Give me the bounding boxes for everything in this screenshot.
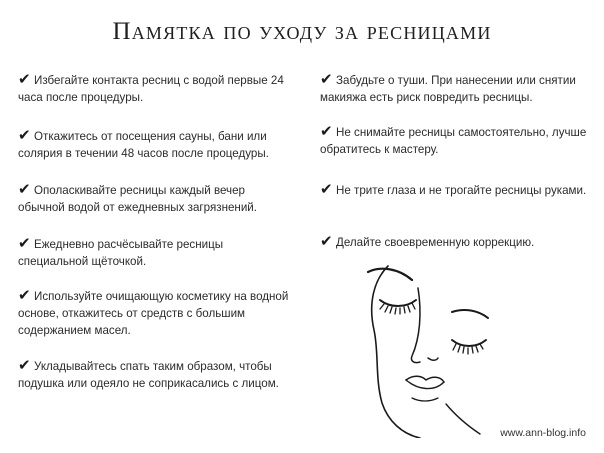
item-text: Делайте своевременную коррекцию. <box>336 236 535 249</box>
item-text: Ежедневно расчёсывайте ресницы специальной щёточкой. <box>18 238 224 268</box>
list-item <box>320 72 590 106</box>
list-item <box>18 358 293 392</box>
item-text: Избегайте контакта ресниц с водой первые 24 часа после процедуры. <box>18 74 284 104</box>
checkmark-icon: ✔ <box>18 181 31 198</box>
list-item <box>18 128 293 162</box>
item-text: Укладывайтесь спать таким образом, чтобы подушка или одеяло не соприкасались с лицом. <box>18 360 279 390</box>
checkmark-icon: ✔ <box>320 71 333 88</box>
checkmark-icon: ✔ <box>18 357 31 374</box>
list-item <box>18 288 293 339</box>
checkmark-icon: ✔ <box>18 71 31 88</box>
item-text: Не снимайте ресницы самостоятельно, лучше обратитесь к мастеру. <box>320 126 587 156</box>
list-item <box>18 72 293 106</box>
list-item <box>320 182 590 199</box>
checkmark-icon: ✔ <box>18 287 31 304</box>
checkmark-icon: ✔ <box>320 181 333 198</box>
website-url: www.ann-blog.info <box>500 427 586 439</box>
checkmark-icon: ✔ <box>320 123 333 140</box>
item-text: Забудьте о туши. При нанесении или снятии макияжа есть риск повредить ресницы. <box>320 74 576 104</box>
checkmark-icon: ✔ <box>18 127 31 144</box>
list-item <box>18 236 293 270</box>
list-item <box>320 124 590 158</box>
checkmark-icon: ✔ <box>320 233 333 250</box>
item-text: Используйте очищающую косметику на водной основе, откажитесь от средств с большим содержанием масел. <box>18 290 289 337</box>
face-illustration <box>360 258 510 438</box>
item-text: Откажитесь от посещения сауны, бани или солярия в течении 48 часов после процедуры. <box>18 130 269 160</box>
item-text: Не трите глаза и не трогайте ресницы руками. <box>336 184 587 197</box>
item-text: Ополаскивайте ресницы каждый вечер обычной водой от ежедневных загрязнений. <box>18 184 257 214</box>
checkmark-icon: ✔ <box>18 235 31 252</box>
page-title: Памятка по уходу за ресницами <box>112 18 492 45</box>
list-item <box>18 182 293 216</box>
list-item <box>320 234 590 251</box>
